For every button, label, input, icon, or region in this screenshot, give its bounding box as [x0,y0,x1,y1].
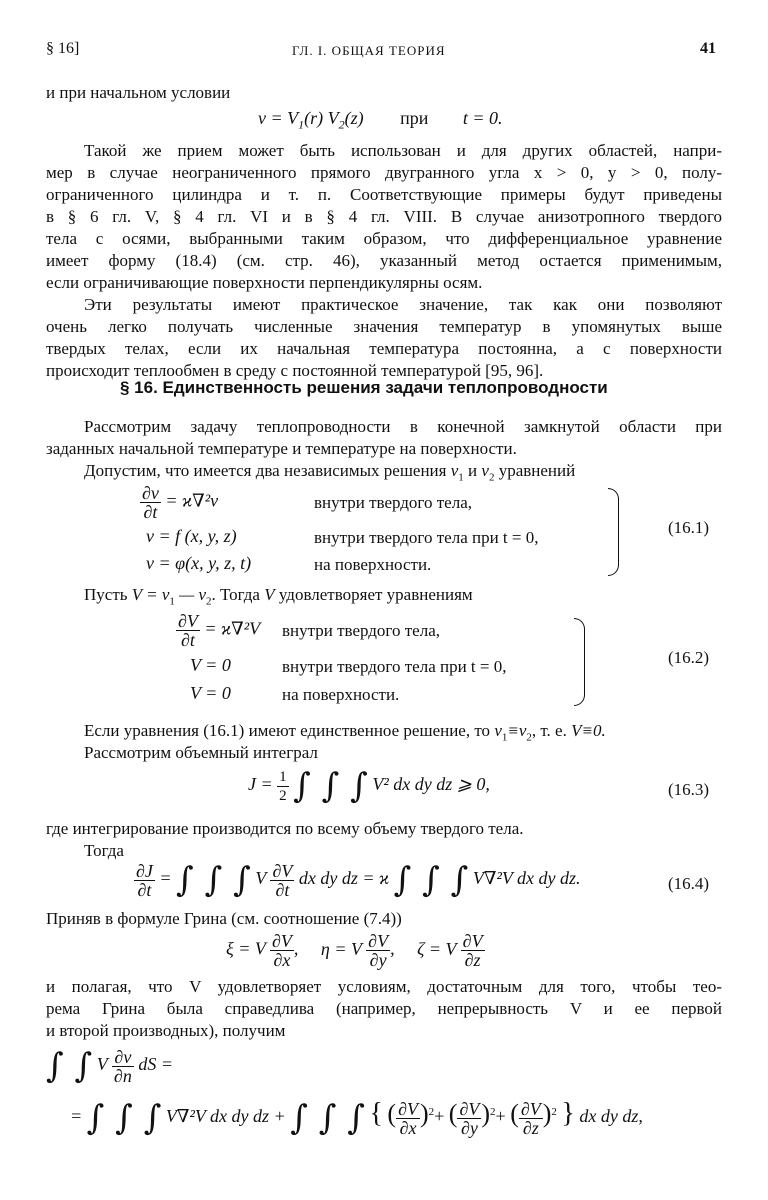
equation-16-3: J = $\frac{1}{2}$ ∫ ∫ ∫ V² dx dy dz ⩾ 0, [248,766,490,806]
text-line: Приняв в формуле Грина (см. соотношение (7.4)) [46,909,402,928]
text-line: Пусть $V = v_1$ — $v_2$. Тогда V удовлетворяет уравнениям [84,585,473,608]
equation-label: (16.1) [668,518,710,537]
equation-label: (16.2) [668,648,710,667]
text-line: Допустим, что имеется два независимых решения $v_1$ и $v_2$ уравнений [84,461,576,484]
equation-16-2-row-2: V = 0 [190,655,231,675]
equation-16-1-row-2: v = f (x, y, z) [146,526,237,546]
text-line: и при начальном условии [46,83,231,102]
condition: внутри твердого тела, [314,493,472,512]
condition: внутри твердого тела при t = 0, [314,528,539,547]
text-line: где интегрирование производится по всему объему твердого тела. [46,819,524,838]
condition: на поверхности. [314,555,432,574]
equation-green-substitution: ξ = V $\frac{\partial V}{\partial x}$ , η = V $\frac{\partial V}{\partial y}$ , ζ = V $\frac{\partial V}{\partial z}$ [226,931,483,970]
equation-label: (16.3) [668,780,710,799]
brace-right [574,618,585,706]
equation-16-4: $\frac{\partial J}{\partial t}$ = ∫ ∫ ∫ V $\frac{\partial V}{\partial t}$ dx dy dz = ϰ ∫ ∫ ∫ V∇²V dx dy dz. [136,860,581,900]
page-number: 41 [700,40,716,57]
equation-16-1-row-1: $\frac{\partial v}{\partial t}$ = ϰ∇²v [142,483,219,522]
equation-16-1-row-3: v = φ(x, y, z, t) [146,553,252,573]
equation-green-lhs: ∫ ∫ V $\frac{\partial v}{\partial n}$ dS = [46,1046,173,1086]
condition: внутри твердого тела, [282,621,440,640]
text-line: Рассмотрим объемный интеграл [84,743,318,762]
section-ref: § 16] [46,40,80,57]
text-line: Тогда [84,841,124,860]
chapter-title: ГЛ. I. ОБЩАЯ ТЕОРИЯ [292,43,446,58]
paragraph-5: и полагая, что V удовлетворяет условиям, достаточным для того, чтобы тео- рема Грина была справедлива (например, непрерывность V и ее первой и второй производных), получим [46,977,722,1040]
paragraph-3: Рассмотрим задачу теплопроводности в конечной замкнутой области при заданных начальной температуре и температуре на поверхности. [46,417,722,458]
equation-16-2-row-3: V = 0 [190,683,231,703]
equation-initial: $v = V_1(r)$ $V_2(z)$ при t = 0. [258,108,503,132]
section-title: § 16. Единственность решения задачи теплопроводности [120,378,608,397]
brace-right [608,488,619,576]
paragraph-1: Такой же прием может быть использован и для других областей, напри- мер в случае неограниченного прямого двугранного угла x > 0, y > 0, полу- ограниченного цилиндра и т. п. Соответствующие примеры будут приведены в § 6 гл. V, § 4 гл. VI и в § 4 гл. VIII. В случае анизотропного твердого тела с осями, выбранными таким образом, что дифференциальное уравнение имеет форму (18.4) (см. стр. 46), указанный метод остается применимым, если ограничивающие поверхности перпендикулярны осям. [46,141,722,292]
condition: внутри твердого тела при t = 0, [282,657,507,676]
paragraph-2: Эти результаты имеют практическое значение, так как они позволяют очень легко получать численные значения температур в упомянутых выше твердых телах, если их начальная температура постоянна, а с поверхности происходит теплообмен в среду с постоянной температурой [95, 96]. [46,295,722,380]
condition: на поверхности. [282,685,400,704]
equation-green-rhs: = ∫ ∫ ∫ V∇²V dx dy dz + ∫ ∫ ∫ { ( $\frac{\partial V}{\partial x}$ )$^2$+ ( $\frac{\partial V}{\partial y}$ )$^2$+ ( $\frac{\partial V}{\partial z}$ )$^2$ } dx dy dz, [70,1098,643,1138]
equation-16-2-row-1: $\frac{\partial V}{\partial t}$ = ϰ∇²V [178,611,261,650]
text-line: Если уравнения (16.1) имеют единственное решение, то $v_1\equiv v_2$, т. е. V≡0. [84,721,606,744]
equation-label: (16.4) [668,874,710,893]
